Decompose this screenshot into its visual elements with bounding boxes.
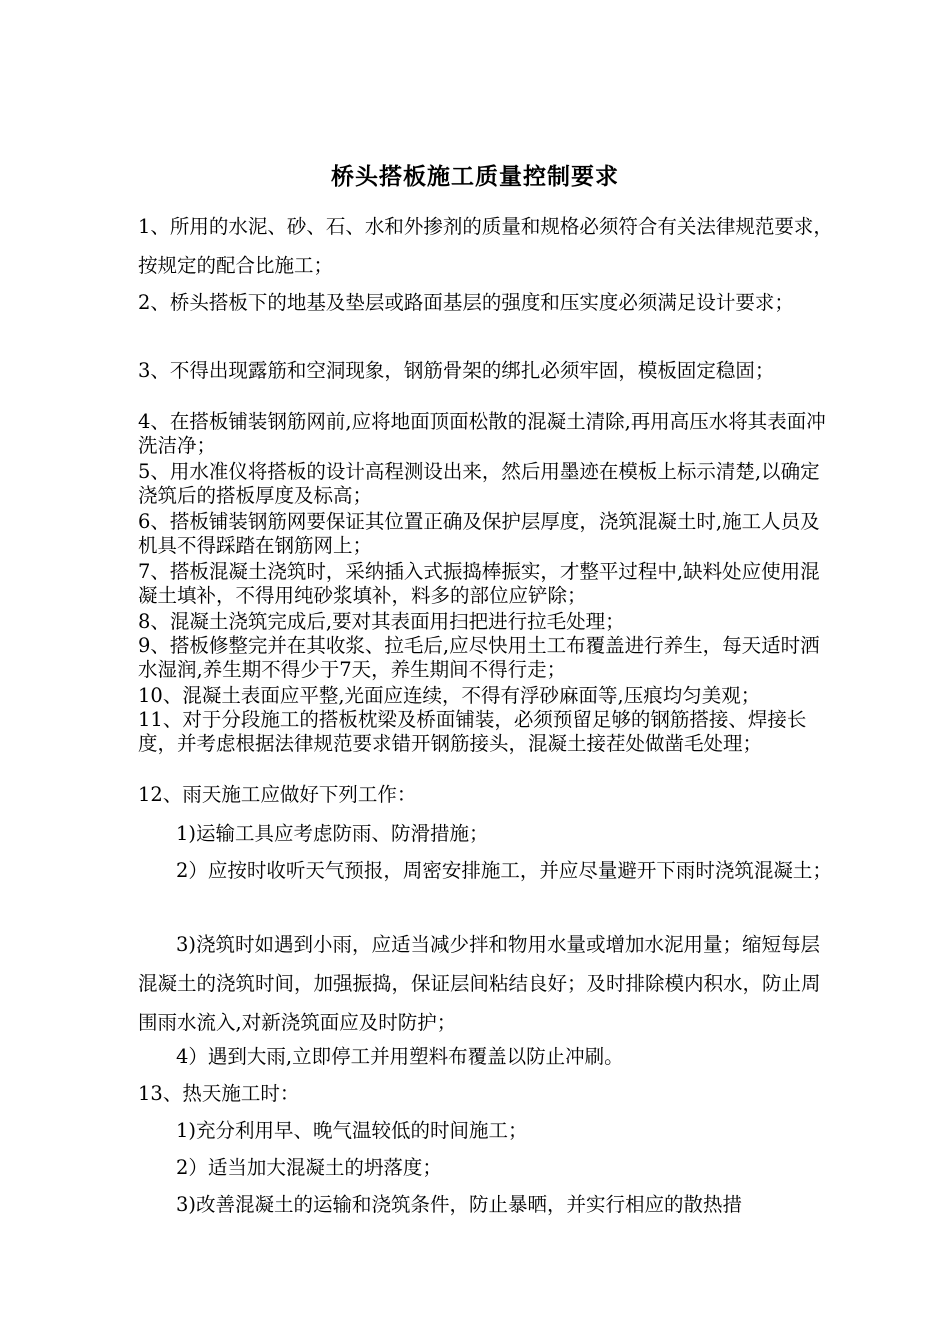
list-item: 11、对于分段施工的搭板枕梁及桥面铺装，必须预留足够的钢筋搭接、焊接长度，并考虑根据法律规范要求错开钢筋接头，混凝土接茬处做凿毛处理；	[138, 708, 807, 755]
list-item: 12、雨天施工应做好下列工作：	[138, 783, 417, 806]
list-item: 10、混凝土表面应平整,光面应连续，不得有浮砂麻面等,压痕均匀美观；	[138, 684, 761, 707]
list-subitem: 3)改善混凝土的运输和浇筑条件，防止暴晒，并实行相应的散热措	[176, 1193, 743, 1216]
list-subitem: 3)浇筑时如遇到小雨，应适当减少拌和物用水量或增加水泥用量；缩短每层混凝土的浇筑时间，加强振捣，保证层间粘结良好；及时排除模内积水，防止周围雨水流入,对新浇筑面应及时防护；	[138, 933, 821, 1034]
list-subitem: 4）遇到大雨,立即停工并用塑料布覆盖以防止冲刷。	[176, 1045, 624, 1068]
list-item: 6、搭板铺装钢筋网要保证其位置正确及保护层厚度，浇筑混凝土时,施工人员及机具不得踩踏在钢筋网上；	[138, 510, 820, 557]
list-subitem: 2）适当加大混凝土的坍落度；	[176, 1156, 442, 1179]
list-subitem: 1)充分利用早、晚气温较低的时间施工；	[176, 1119, 528, 1142]
list-subitem: 2）应按时收听天气预报，周密安排施工，并应尽量避开下雨时浇筑混凝土；	[176, 859, 832, 882]
list-item: 4、在搭板铺装钢筋网前,应将地面顶面松散的混凝土清除,再用高压水将其表面冲洗洁净；	[138, 410, 826, 457]
document-title: 桥头搭板施工质量控制要求	[331, 164, 619, 190]
list-item: 1、所用的水泥、砂、石、水和外掺剂的质量和规格必须符合有关法律规范要求，按规定的配合比施工；	[138, 215, 833, 277]
list-item: 3、不得出现露筋和空洞现象，钢筋骨架的绑扎必须牢固，模板固定稳固；	[138, 359, 775, 382]
list-item: 13、热天施工时：	[138, 1082, 300, 1105]
list-item: 7、搭板混凝土浇筑时，采纳插入式振捣棒振实，才整平过程中,缺料处应使用混凝土填补，不得用纯砂浆填补，料多的部位应铲除；	[138, 560, 820, 607]
list-subitem: 1)运输工具应考虑防雨、防滑措施；	[176, 822, 489, 845]
list-item: 2、桥头搭板下的地基及垫层或路面基层的强度和压实度必须满足设计要求；	[138, 291, 794, 314]
list-item: 8、混凝土浇筑完成后,要对其表面用扫把进行拉毛处理；	[138, 610, 625, 633]
list-item: 5、用水准仪将搭板的设计高程测设出来，然后用墨迹在模板上标示清楚,以确定浇筑后的搭板厚度及标高；	[138, 460, 820, 507]
list-item: 9、搭板修整完并在其收浆、拉毛后,应尽快用土工布覆盖进行养生，每天适时洒水湿润,养生期不得少于7天，养生期间不得行走；	[138, 634, 820, 681]
